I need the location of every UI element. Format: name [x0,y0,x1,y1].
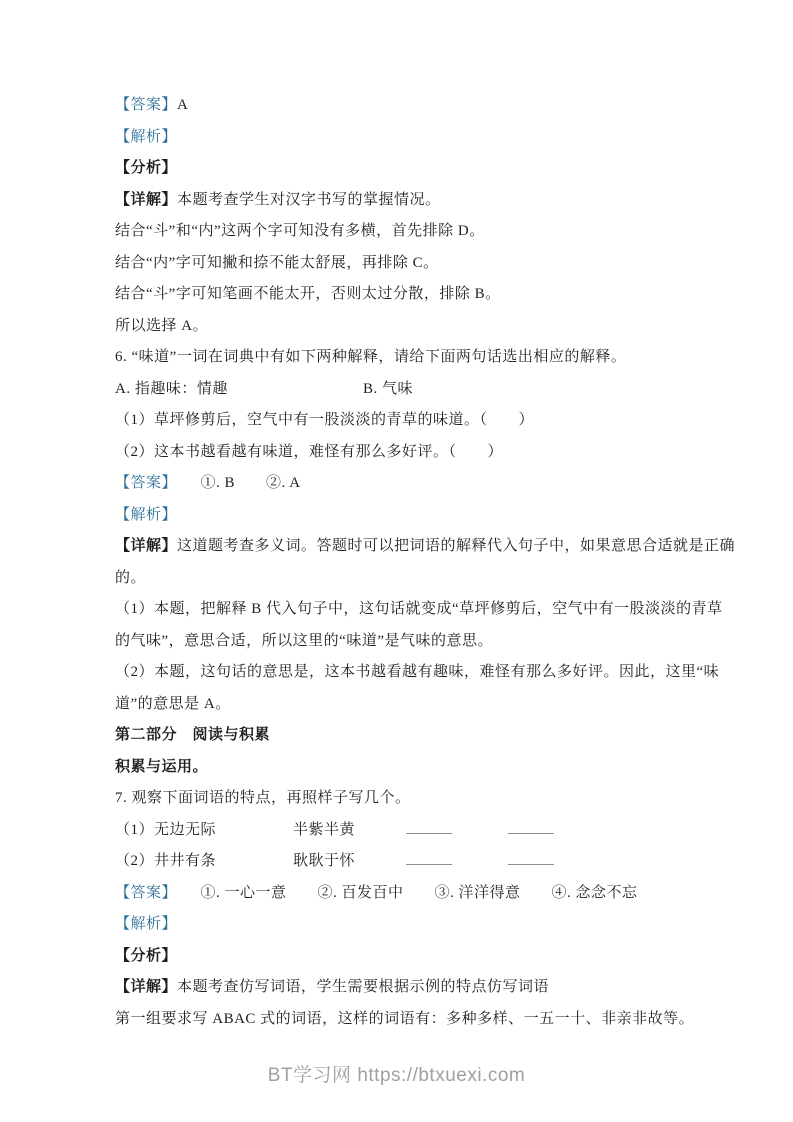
fill-in-blank-line [406,820,452,834]
q7-jiexi-label [115,909,753,941]
q7-row-2 [115,846,753,878]
text-segment: （2）井井有条 [115,853,217,869]
q6-item-2 [115,437,753,469]
text-segment: 【详解】 [115,538,178,554]
text-segment: 的气味”，意思合适，所以这里的“味道”是气味的意思。 [115,632,493,649]
text-segment: （1）草坪修剪后，空气中有一股淡淡的青草的味道。（ ） [115,412,535,428]
q7-question [115,783,753,815]
bracket-label: 【解析】 [115,506,178,523]
text-segment: 所以选择 A。 [115,317,209,334]
text-segment: （1）无边无际 [115,821,217,838]
part2-subheading [115,752,753,784]
text-segment: （2）本题，这句话的意思是，这本书越看越有趣味，难怪有那么多好评。因此，这里“味 [115,664,720,680]
text-segment: 【分析】 [115,947,178,964]
q6-options [115,374,753,406]
q7-answer-line [115,878,753,910]
document-body [115,90,753,1035]
watermark-text: BT学习网 https://btxuexi.com [267,1065,526,1086]
text-segment: A [177,97,189,113]
q5-fenxi-label [115,153,753,185]
fill-in-blank-line [406,851,452,865]
bracket-label: 【答案】 [115,475,170,491]
text-segment: 【详解】 [115,979,178,995]
text-segment: 耿耿于怀 [293,853,356,869]
text-segment: 结合“斗”字可知笔画不能太开，否则太过分散，排除 B。 [115,286,501,302]
q7-row-1 [115,815,753,847]
text-segment: （2）这本书越看越有味道，难怪有那么多好评。（ ） [115,443,504,460]
text-segment: 道”的意思是 A。 [115,695,231,712]
text-segment: 结合“斗”和“内”这两个字可知没有多横，首先排除 D。 [115,223,485,239]
q6-item-1 [115,405,753,437]
q5-xiangjie-line [115,185,753,217]
q5-explain-3 [115,279,753,311]
part2-heading [115,720,753,752]
q6-question [115,342,753,374]
text-segment: 7. 观察下面词语的特点，再照样子写几个。 [115,790,411,806]
fill-in-blank-line [508,820,554,834]
text-segment: ①. B ②. A [169,475,301,491]
text-segment: 的。 [115,569,147,586]
q5-jiexi-label [115,122,753,154]
text-segment: ①. 一心一意 ②. 百发百中 ③. 洋洋得意 ④. 念念不忘 [169,884,638,901]
bracket-label: 【解析】 [115,916,178,932]
text-segment: B. 气味 [363,380,414,397]
text-segment: 这道题考查多义词。答题时可以把词语的解释代入句子中，如果意思合适就是正确 [177,538,736,554]
text-segment: 第二部分 阅读与积累 [115,727,271,743]
watermark-footer [0,1060,793,1087]
q7-explain-1 [115,1004,753,1036]
text-segment: （1）本题，把解释 B 代入句子中，这句话就变成“草坪修剪后，空气中有一股淡淡的青草 [115,601,723,617]
q5-answer-line [115,90,753,122]
q6-explain-1b [115,626,753,658]
q5-explain-2 [115,248,753,280]
text-segment: A. 指趣味：情趣 [115,380,228,397]
q6-xiangjie-cont [115,563,753,595]
bracket-label: 【答案】 [115,884,170,901]
text-segment: 【分析】 [115,160,178,176]
q5-conclusion [115,311,753,343]
text-segment: 积累与运用。 [115,758,209,775]
q7-xiangjie-line [115,972,753,1004]
text-segment: 6. “味道”一词在词典中有如下两种解释，请给下面两句话选出相应的解释。 [115,349,627,365]
text-segment: 【详解】 [115,191,178,208]
q6-explain-2b [115,689,753,721]
q6-answer-line [115,468,753,500]
text-segment: 本题考查学生对汉字书写的掌握情况。 [177,191,441,208]
bracket-label: 【答案】 [115,97,178,113]
fill-in-blank-line [508,851,554,865]
q5-explain-1 [115,216,753,248]
text-segment: 半紫半黄 [293,821,356,838]
q6-explain-2a [115,657,753,689]
text-segment: 第一组要求写 ABAC 式的词语，这样的词语有：多种多样、一五一十、非亲非故等。 [115,1010,695,1027]
q7-fenxi-label [115,941,753,973]
bracket-label: 【解析】 [115,128,178,145]
text-segment: 本题考查仿写词语，学生需要根据示例的特点仿写词语 [177,979,550,995]
q6-explain-1a [115,594,753,626]
q6-jiexi-label [115,500,753,532]
q6-xiangjie-line [115,531,753,563]
text-segment: 结合“内”字可知撇和捺不能太舒展，再排除 C。 [115,254,439,271]
